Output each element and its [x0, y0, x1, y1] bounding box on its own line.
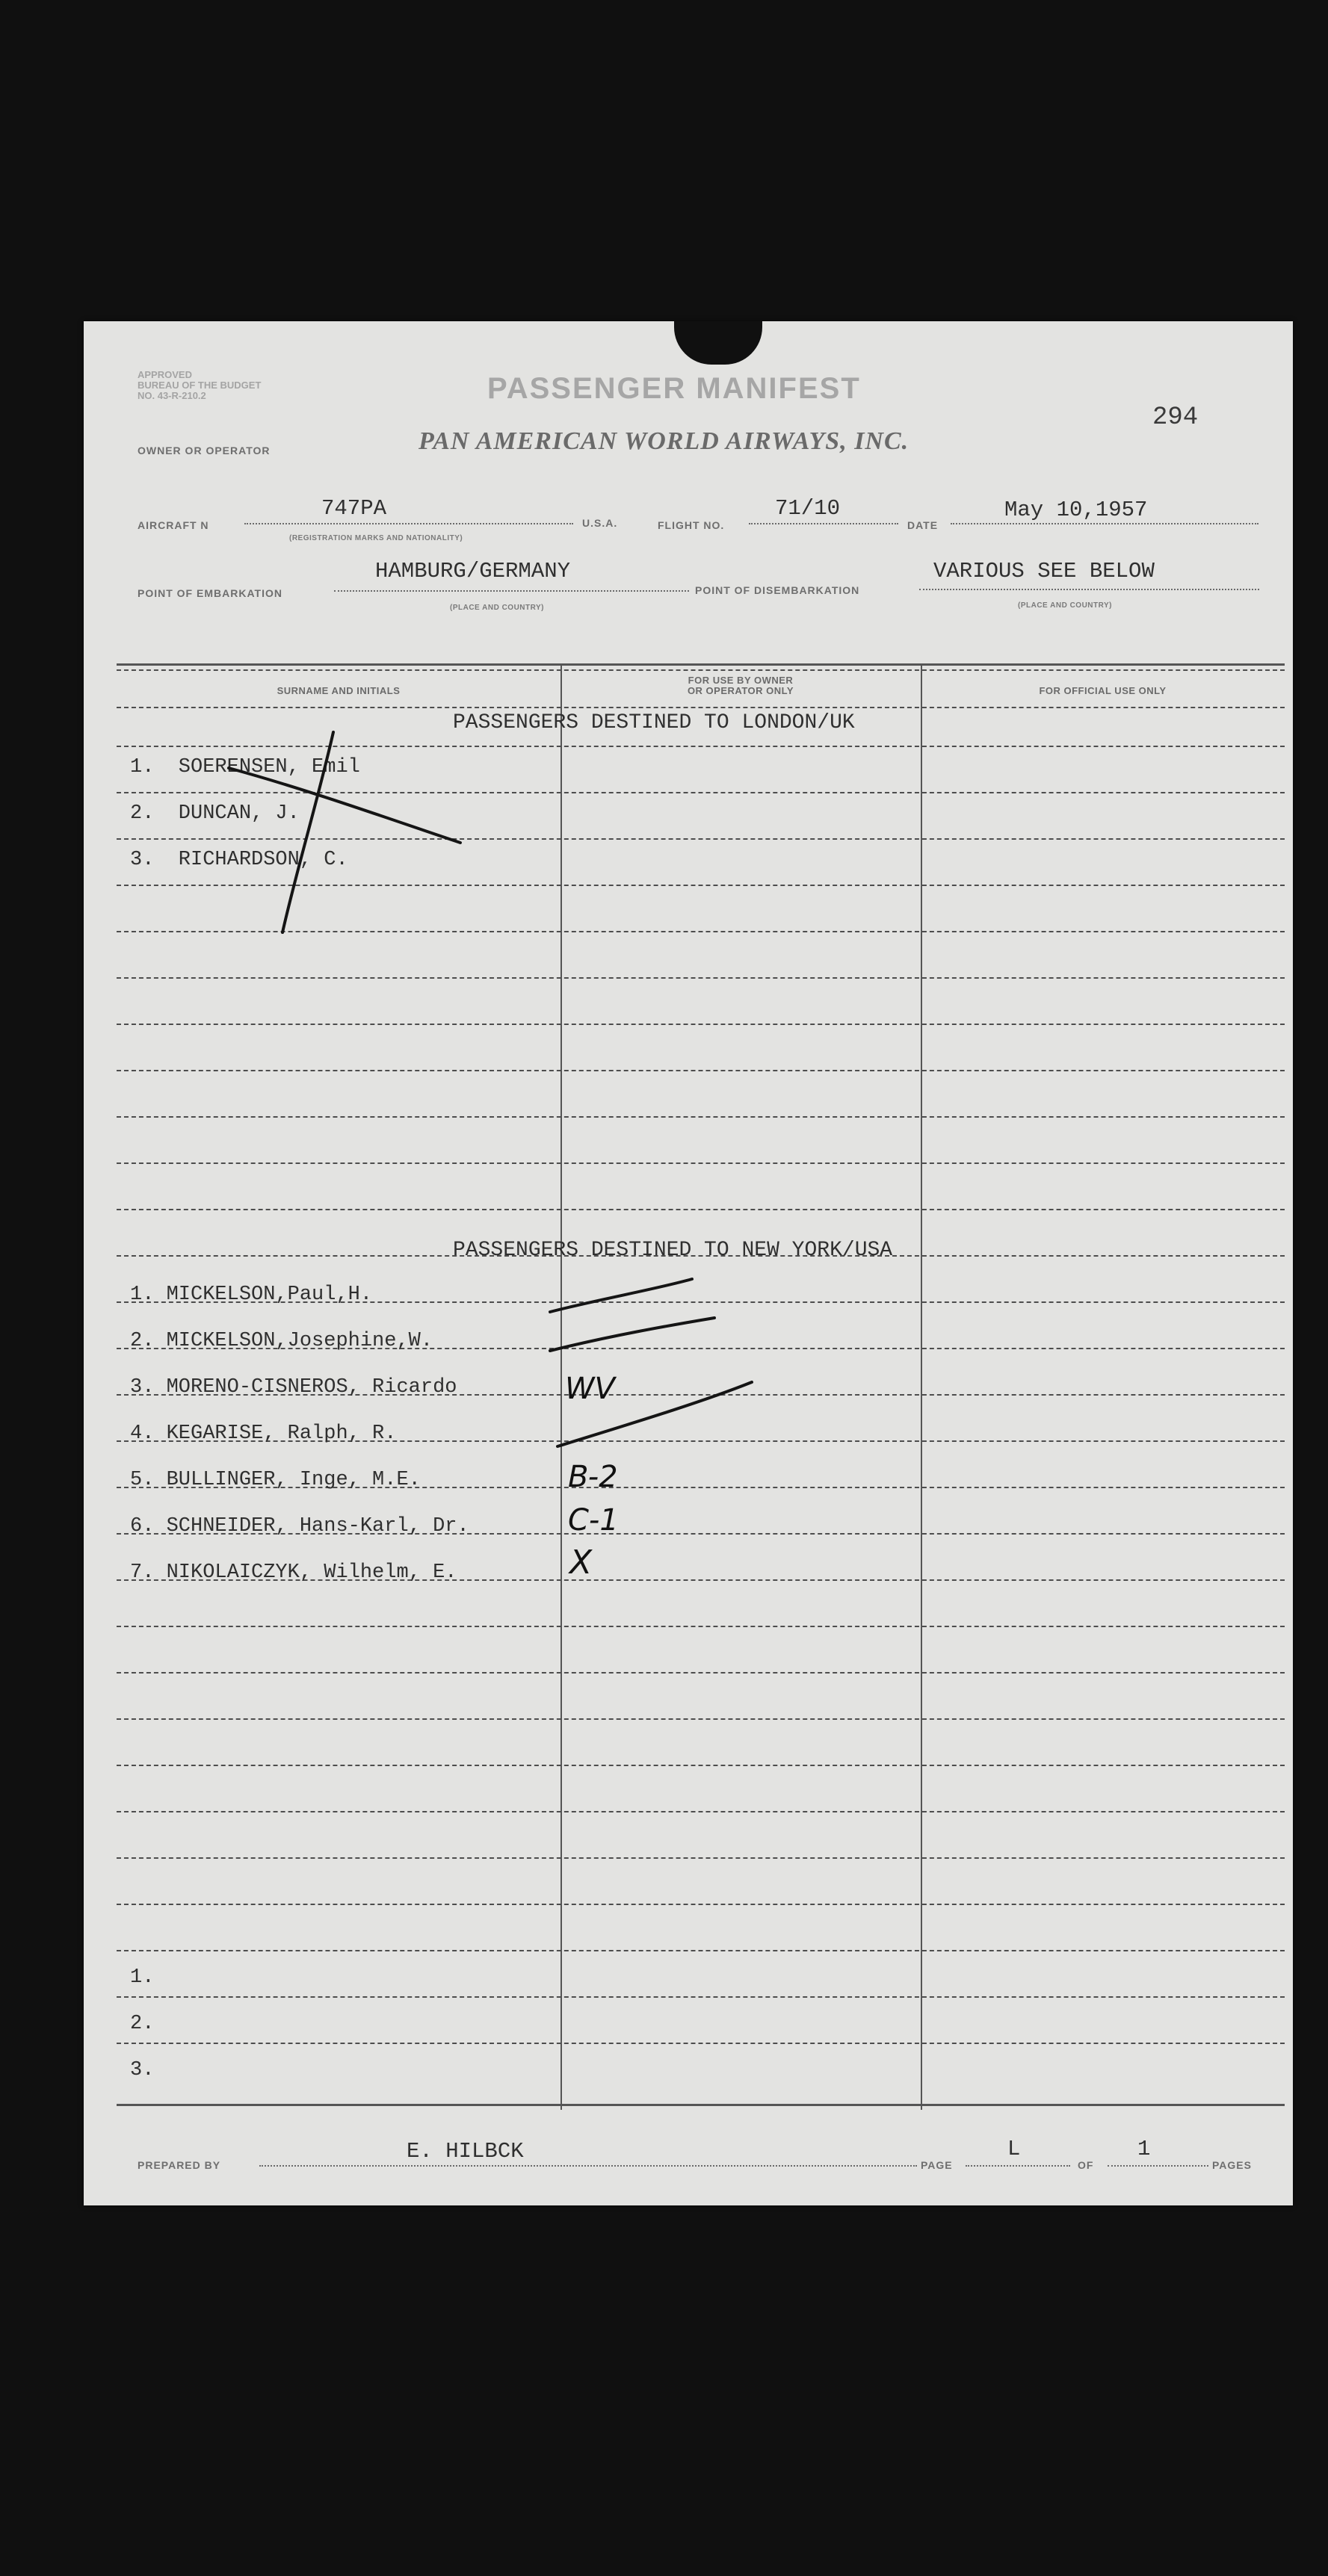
handwritten-mark: X: [569, 1544, 593, 1582]
aircraft-value: 747PA: [321, 496, 387, 521]
disembarkation-rule: [919, 589, 1259, 590]
document-title: PASSENGER MANIFEST: [487, 372, 861, 405]
page-value: L: [1007, 2137, 1021, 2161]
flight-label: FLIGHT NO.: [658, 519, 725, 531]
flight-rule: [749, 523, 898, 524]
page-number: 294: [1152, 403, 1199, 432]
page-rule: [966, 2165, 1070, 2167]
embarkation-label: POINT OF EMBARKATION: [138, 587, 282, 599]
date-label: DATE: [907, 519, 939, 531]
handwritten-mark: C-1: [568, 1503, 619, 1538]
section-newyork: PASSENGERS DESTINED TO NEW YORK/USA: [453, 1239, 893, 1262]
embarkation-rule: [334, 590, 689, 592]
column-header-official: FOR OFFICIAL USE ONLY: [1039, 685, 1167, 696]
strike-stroke: [282, 732, 333, 932]
handwritten-mark: B-2: [568, 1460, 618, 1494]
list-item: 7. NIKOLAICZYK, Wilhelm, E.: [130, 1561, 457, 1584]
section-london: PASSENGERS DESTINED TO LONDON/UK: [453, 711, 855, 734]
paper-tear: [674, 321, 762, 365]
aircraft-rule: [244, 523, 573, 524]
date-value: May 10,1957: [1004, 498, 1148, 522]
pages-rule: [1108, 2165, 1208, 2167]
strike-stroke: [558, 1382, 752, 1446]
handwritten-strokes: [117, 663, 1285, 2110]
prepared-label: PREPARED BY: [138, 2159, 221, 2171]
usa-label: U.S.A.: [582, 517, 618, 529]
aircraft-label: AIRCRAFT N: [138, 519, 209, 531]
list-item: 3. MORENO-CISNEROS, Ricardo: [130, 1376, 457, 1399]
embarkation-value: HAMBURG/GERMANY: [375, 559, 571, 583]
blank-row-number: 3.: [130, 2059, 155, 2081]
approved-stamp: APPROVED BUREAU OF THE BUDGET NO. 43-R-210.2: [138, 369, 262, 401]
registration-note: (REGISTRATION MARKS AND NATIONALITY): [289, 534, 463, 542]
prepared-value: E. HILBCK: [407, 2139, 524, 2164]
list-item: 1. SOERENSEN, Emil: [130, 756, 360, 778]
prepared-rule: [259, 2165, 917, 2167]
strike-stroke: [229, 768, 460, 843]
pages-label: PAGES: [1212, 2159, 1252, 2171]
list-item: 3. RICHARDSON, C.: [130, 849, 348, 871]
blank-row-number: 1.: [130, 1966, 155, 1989]
table-bottom-rule: [117, 2104, 1285, 2106]
embarkation-note: (PLACE AND COUNTRY): [450, 604, 544, 612]
list-item: 1. MICKELSON,Paul,H.: [130, 1284, 373, 1306]
pages-value: 1: [1137, 2137, 1151, 2161]
flight-value: 71/10: [775, 496, 841, 521]
column-header-surname: SURNAME AND INITIALS: [277, 685, 401, 696]
disembarkation-label: POINT OF DISEMBARKATION: [695, 584, 860, 596]
strike-stroke: [550, 1279, 692, 1312]
airline-name: PAN AMERICAN WORLD AIRWAYS, INC.: [419, 427, 909, 455]
owner-label: OWNER OR OPERATOR: [138, 445, 271, 456]
manifest-page: [84, 321, 1293, 2205]
strike-stroke: [550, 1318, 714, 1351]
blank-row-number: 2.: [130, 2013, 155, 2035]
page-label: PAGE: [921, 2159, 953, 2171]
disembarkation-value: VARIOUS SEE BELOW: [933, 559, 1155, 583]
list-item: 2. MICKELSON,Josephine,W.: [130, 1330, 433, 1352]
list-item: 2. DUNCAN, J.: [130, 802, 300, 825]
column-header-owner: FOR USE BY OWNER OR OPERATOR ONLY: [687, 675, 794, 696]
of-label: OF: [1078, 2159, 1094, 2171]
date-rule: [951, 523, 1258, 524]
list-item: 5. BULLINGER, Inge, M.E.: [130, 1469, 421, 1491]
list-item: 6. SCHNEIDER, Hans-Karl, Dr.: [130, 1515, 469, 1538]
list-item: 4. KEGARISE, Ralph, R.: [130, 1422, 397, 1445]
handwritten-mark: WV: [565, 1372, 615, 1406]
passenger-table: [117, 663, 1285, 2110]
disembarkation-note: (PLACE AND COUNTRY): [1018, 601, 1112, 610]
